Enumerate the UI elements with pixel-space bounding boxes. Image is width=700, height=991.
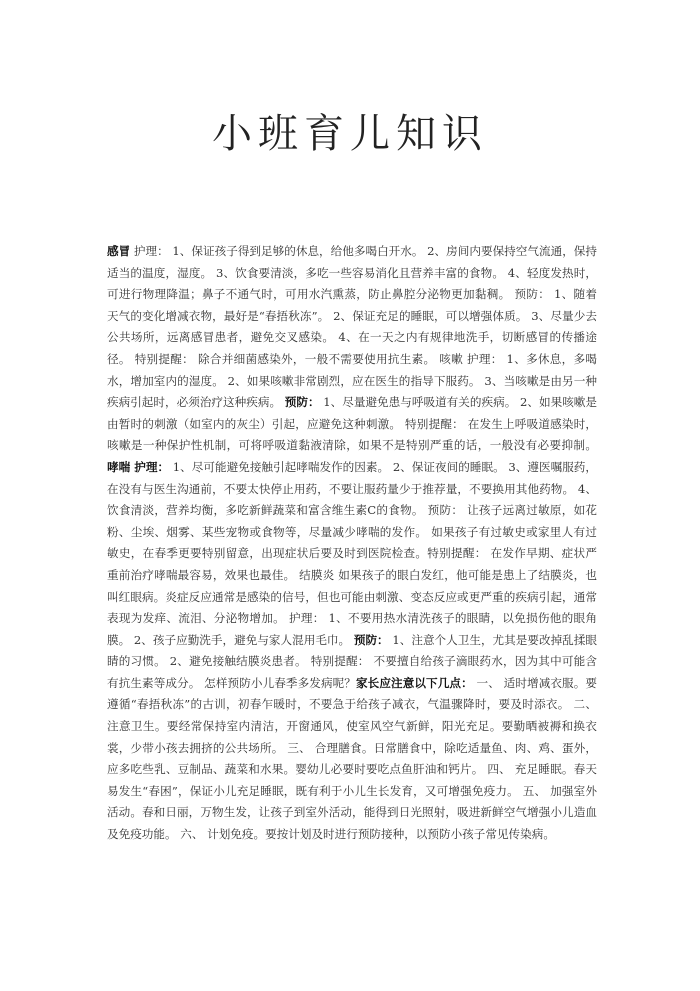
body-text: 一、 适时增减衣服。要遵循“春捂秋冻”的古训，初春乍暖时，不要急于给孩子减衣，气温骤降时，要及时添衣。 二、 注意卫生。要经常保持室内清洁，开窗通风，使室风空气新鲜，阳光充足。要勤晒被褥和换衣裳，少带小孩去拥挤的公共场所。 三、 合理膳食。日常膳食中，除吃适量鱼、肉、鸡、蛋外，应多吃些乳、豆制品、蔬菜和水果。婴幼儿必要时要吃点鱼肝油和钙片。 四、 充足睡眠。春天易发生“春困”，保证小儿充足睡眠，既有利于小儿生长发育，又可增强免疫力。 五、 加强室外活动。春和日丽，万物生发，让孩子到室外活动，能得到日光照射，吸进新鲜空气增强小儿造血及免疫功能。 六、 计划免疫。要按计划及时进行预防接种，以预防小孩子常见传染病。 [107,675,598,842]
body-text: 1、尽可能避免接触引起哮喘发作的因素。 2、保证夜间的睡眠。 3、遵医嘱服药，在没有与医生沟通前，不要太快停止用药，不要让服药量少于推荐量，不要换用其他药物。 4、饮食清淡，营养均衡，多吃新鲜蔬菜和富含维生素C的食物。 预防： 让孩子远离过敏原，如花粉、尘埃、烟雾、某些宠物或食物等，尽量减少哮喘的发作。 如果孩子有过敏史或家里人有过敏史，在春季更要特别留意，出现症状后要及时到医院检查。特别提醒： 在发作早期、症状严重前治疗哮喘最容易，效果也最佳。 结膜炎 如果孩子的眼白发红，他可能是患上了结膜炎，也叫红眼病。炎症反应通常是感染的信号，但也可能由刺激、变态反应或更严重的疾病引起，通常表现为发痒、流泪、分泌物增加。 护理： 1、不要用热水清洗孩子的眼睛，以免损伤他的眼角膜。 2、孩子应勤洗手，避免与家人混用毛巾。 [107,459,597,647]
term-asthma-care: 哮喘 护理： [107,459,170,474]
body-text: 护理： 1、保证孩子得到足够的休息，给他多喝白开水。 2、房间内要保持空气流通，保持适当的温度，湿度。 3、饮食要清淡，多吃一些容易消化且营养丰富的食物。 4、轻度发热时，可进行物理降温；鼻子不通气时，可用水汽熏蒸，防止鼻腔分泌物更加黏稠。 预防： 1、随着天气的变化增减衣物，最好是“春捂秋冻”。 2、保证充足的睡眠，可以增强体质。 3、尽量少去公共场所，远离感冒患者，避免交叉感染。 4、在一天之内有规律地洗手，切断感冒的传播途径。 特别提醒： 除合并细菌感染外，一般不需要使用抗生素。 咳嗽 护理： 1、多休息，多喝水，增加室内的湿度。 2、如果咳嗽非常剧烈，应在医生的指导下服药。 3、当咳嗽是由另一种疾病引起时，必须治疗这种疾病。 [107,244,597,410]
term-parents-note: 家长应注意以下几点： [356,675,473,690]
body-text: 1、尽量避免患与呼吸道有关的疾病。 2、如果咳嗽是由暂时的刺激（如室内的灰尘）引起，应避免这种刺激。 特别提醒： 在发生上呼吸道感染时，咳嗽是一种保护性机制，可将呼吸道黏液清除，如果不是特别严重的话，一般没有必要抑制。 [107,395,597,453]
document-title: 小班育儿知识 [212,111,488,157]
body-text: 1、注意个人卫生，尤其是要改掉乱揉眼睛的习惯。 2、避免接触结膜炎患者。 特别提醒： 不要擅自给孩子滴眼药水，因为其中可能含有抗生素等成分。 怎样预防小儿春季多发病呢？ [107,632,597,690]
term-prevention: 预防： [353,632,389,647]
term-cold: 感冒 [107,244,131,258]
document-body [107,241,597,846]
term-prevention: 预防： [284,395,320,410]
